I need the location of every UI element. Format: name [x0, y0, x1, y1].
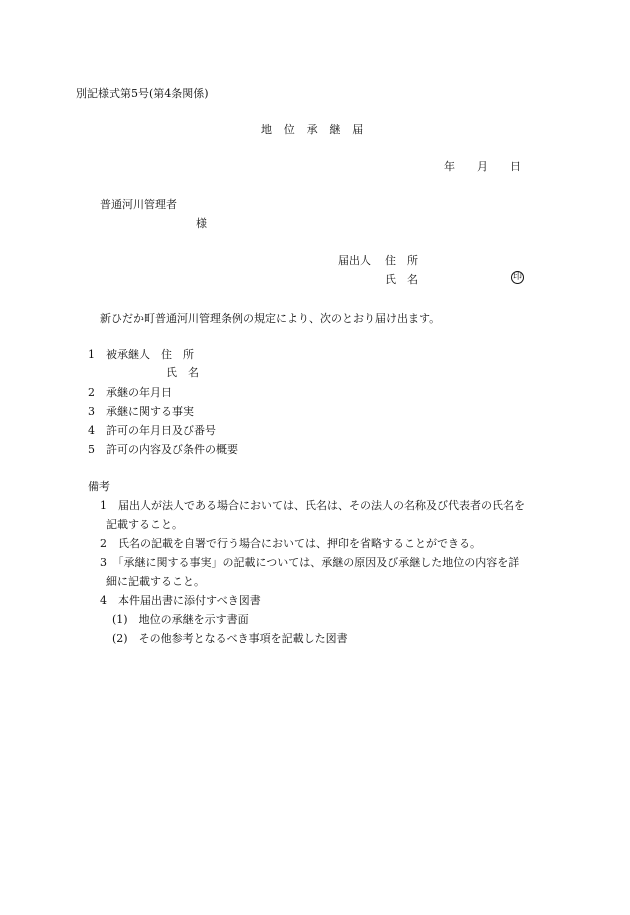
date-field: 年 月 日	[444, 160, 521, 173]
note-4: 4 本件届出書に添付すべき図書	[100, 594, 261, 607]
note-2: 2 氏名の記載を自署で行う場合においては、押印を省略することができる。	[100, 537, 481, 550]
addressee-honorific: 様	[196, 217, 207, 230]
note-4-sub-1: (1) 地位の承継を示す書面	[112, 613, 249, 626]
note-1-line-2: 記載すること。	[106, 518, 183, 531]
note-3-line-2: 細に記載すること。	[106, 575, 205, 588]
item-predecessor-name: 氏 名	[166, 366, 199, 379]
item-predecessor-address: 被承継人 住 所	[106, 348, 194, 361]
item-number: 2	[88, 386, 95, 399]
item-number: 3	[88, 405, 95, 418]
item-succession-date: 承継の年月日	[106, 386, 172, 399]
item-permit-date-number: 許可の年月日及び番号	[106, 424, 216, 437]
item-permit-summary: 許可の内容及び条件の概要	[106, 443, 238, 456]
form-reference: 別記様式第5号(第4条関係)	[76, 87, 209, 100]
applicant-address-label: 住 所	[385, 254, 418, 267]
item-number: 1	[88, 348, 95, 361]
note-4-sub-2: (2) その他参考となるべき事項を記載した図書	[112, 632, 348, 645]
seal-mark: 印	[512, 272, 522, 282]
addressee-name: 普通河川管理者	[100, 198, 177, 211]
document-title: 地 位 承 継 届	[261, 123, 364, 136]
notes-heading: 備考	[88, 480, 110, 493]
applicant-label: 届出人	[338, 254, 371, 267]
note-3-line-1: 3 「承継に関する事実」の記載については、承継の原因及び承継した地位の内容を詳	[100, 556, 520, 569]
item-succession-facts: 承継に関する事実	[106, 405, 194, 418]
body-statement: 新ひだか町普通河川管理条例の規定により、次のとおり届け出ます。	[100, 312, 441, 325]
applicant-name-label: 氏 名	[385, 273, 418, 286]
item-number: 5	[88, 443, 95, 456]
note-1-line-1: 1 届出人が法人である場合においては、氏名は、その法人の名称及び代表者の氏名を	[100, 499, 525, 512]
item-number: 4	[88, 424, 95, 437]
